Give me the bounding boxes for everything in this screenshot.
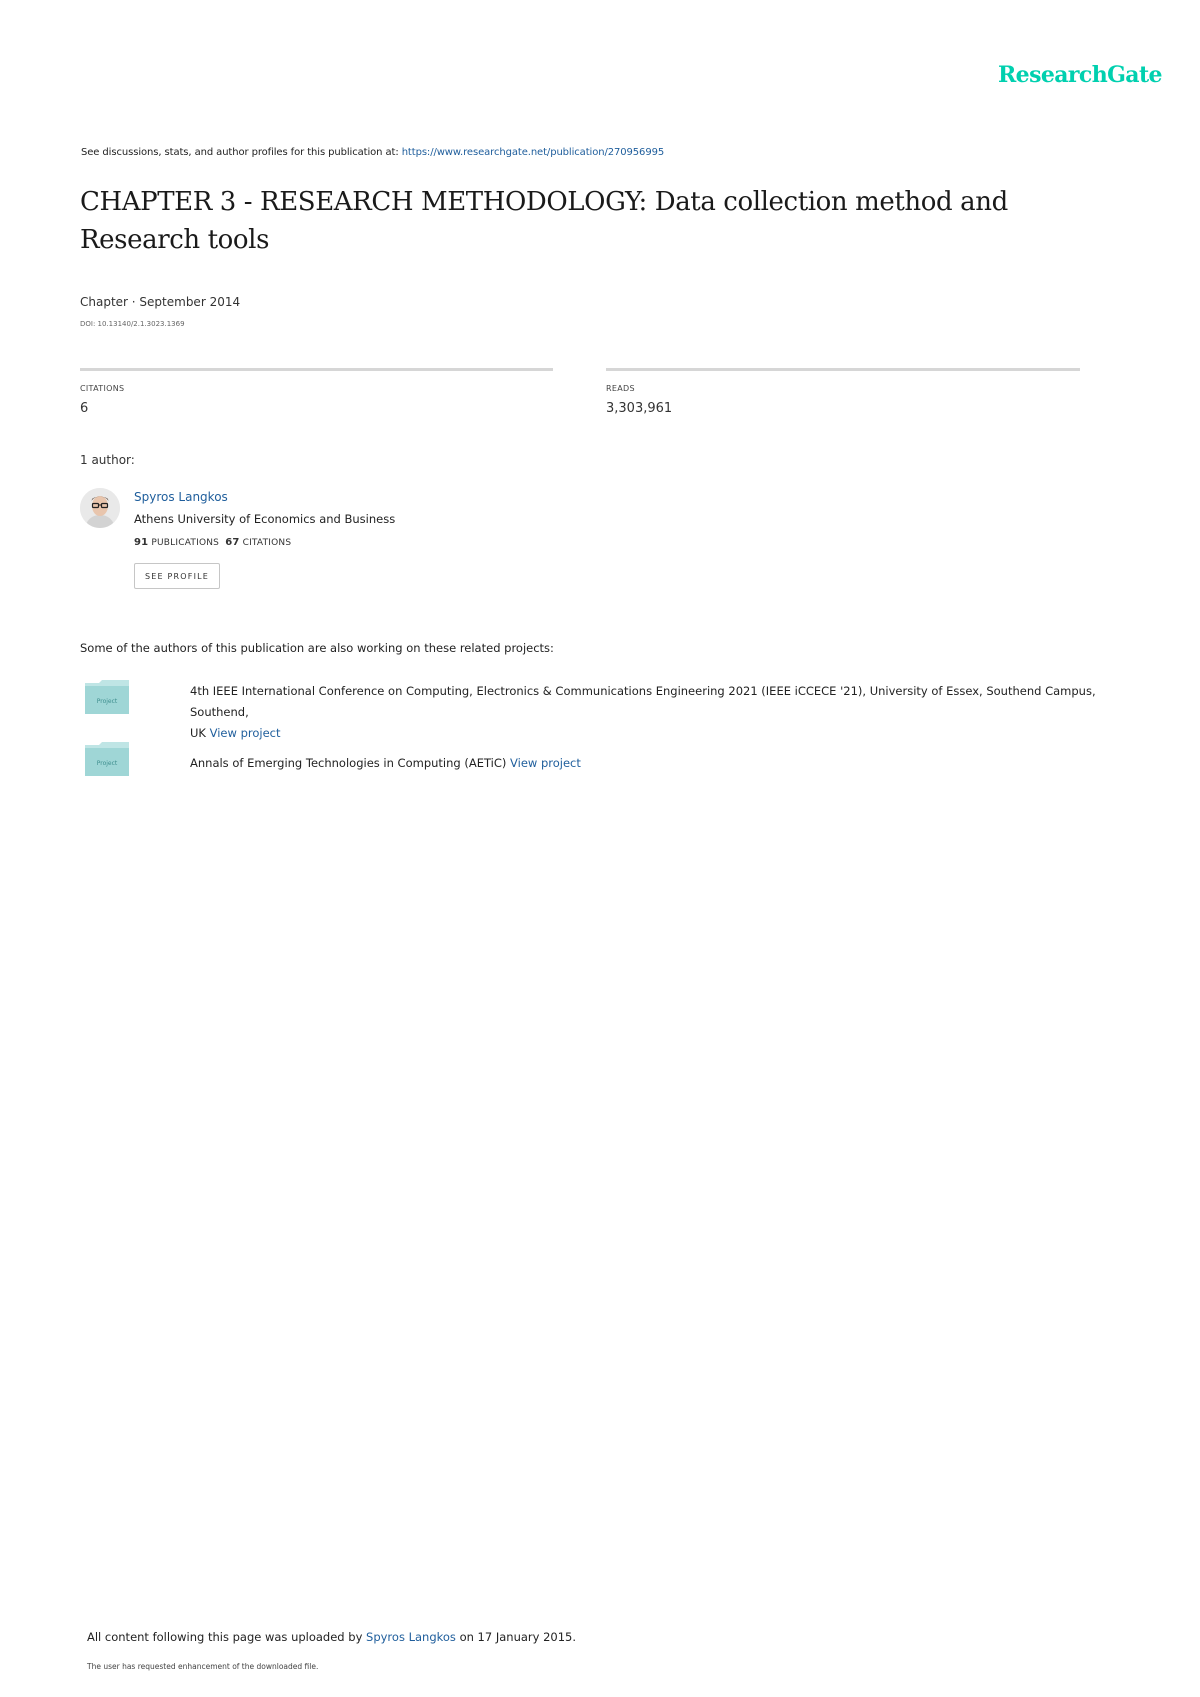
upload-note <box>87 1630 576 1644</box>
authors-heading: 1 author: <box>80 453 135 467</box>
project-thumb-label: Project <box>96 760 118 767</box>
project-folder-icon <box>85 680 129 714</box>
author-citations-count: 67 <box>225 537 240 548</box>
project-title-line-1: 4th IEEE International Conference on Computing, Electronics & Communications Engineering 2021 (IEEE iCCECE '21), University of Essex, Southend Campus, Southend, <box>190 684 1096 719</box>
view-project-link[interactable]: View project <box>209 726 281 740</box>
citations-divider <box>80 368 553 371</box>
upload-prefix: All content following this page was uploaded by <box>87 1630 367 1644</box>
project-description <box>190 681 1150 744</box>
discussion-line <box>81 147 664 158</box>
project-thumbnail[interactable] <box>85 680 129 714</box>
title-line-2: Research tools <box>80 225 270 255</box>
citations-label: CITATIONS <box>80 384 125 393</box>
avatar-photo-icon <box>80 488 120 528</box>
publication-title <box>80 183 1060 259</box>
reads-divider <box>606 368 1080 371</box>
publication-doi: DOI: 10.13140/2.1.3023.1369 <box>80 320 185 328</box>
title-line-1: CHAPTER 3 - RESEARCH METHODOLOGY: Data collection method and <box>80 187 1008 217</box>
project-title: Annals of Emerging Technologies in Computing (AETiC) <box>190 756 507 770</box>
author-publications-count: 91 <box>134 537 149 548</box>
author-citations-label: CITATIONS <box>242 538 292 548</box>
author-affiliation: Athens University of Economics and Business <box>134 512 396 526</box>
project-thumbnail[interactable] <box>85 742 129 776</box>
project-title-line-2 <box>190 723 1150 744</box>
citations-value: 6 <box>80 401 89 416</box>
project-title-end: UK <box>190 726 206 740</box>
researchgate-logo[interactable]: ResearchGate <box>998 62 1162 88</box>
view-project-link[interactable]: View project <box>510 756 581 770</box>
reads-value: 3,303,961 <box>606 401 673 416</box>
publication-link[interactable]: https://www.researchgate.net/publication/270956995 <box>401 147 665 158</box>
project-thumb-label: Project <box>96 698 118 705</box>
uploader-link[interactable]: Spyros Langkos <box>366 1630 456 1644</box>
author-publications-label: PUBLICATIONS <box>151 538 220 548</box>
author-stats <box>134 537 291 548</box>
enhancement-note: The user has requested enhancement of the downloaded file. <box>87 1662 319 1671</box>
discussion-prefix: See discussions, stats, and author profiles for this publication at: <box>81 147 402 158</box>
project-folder-icon <box>85 742 129 776</box>
author-name-link[interactable]: Spyros Langkos <box>134 490 228 504</box>
publication-type-date: Chapter · September 2014 <box>80 295 241 309</box>
reads-label: READS <box>606 384 635 393</box>
author-avatar[interactable] <box>80 488 120 528</box>
see-profile-button[interactable]: SEE PROFILE <box>134 563 220 589</box>
project-description <box>190 753 581 774</box>
related-projects-heading: Some of the authors of this publication are also working on these related projects: <box>80 641 554 655</box>
upload-suffix: on 17 January 2015. <box>455 1630 577 1644</box>
